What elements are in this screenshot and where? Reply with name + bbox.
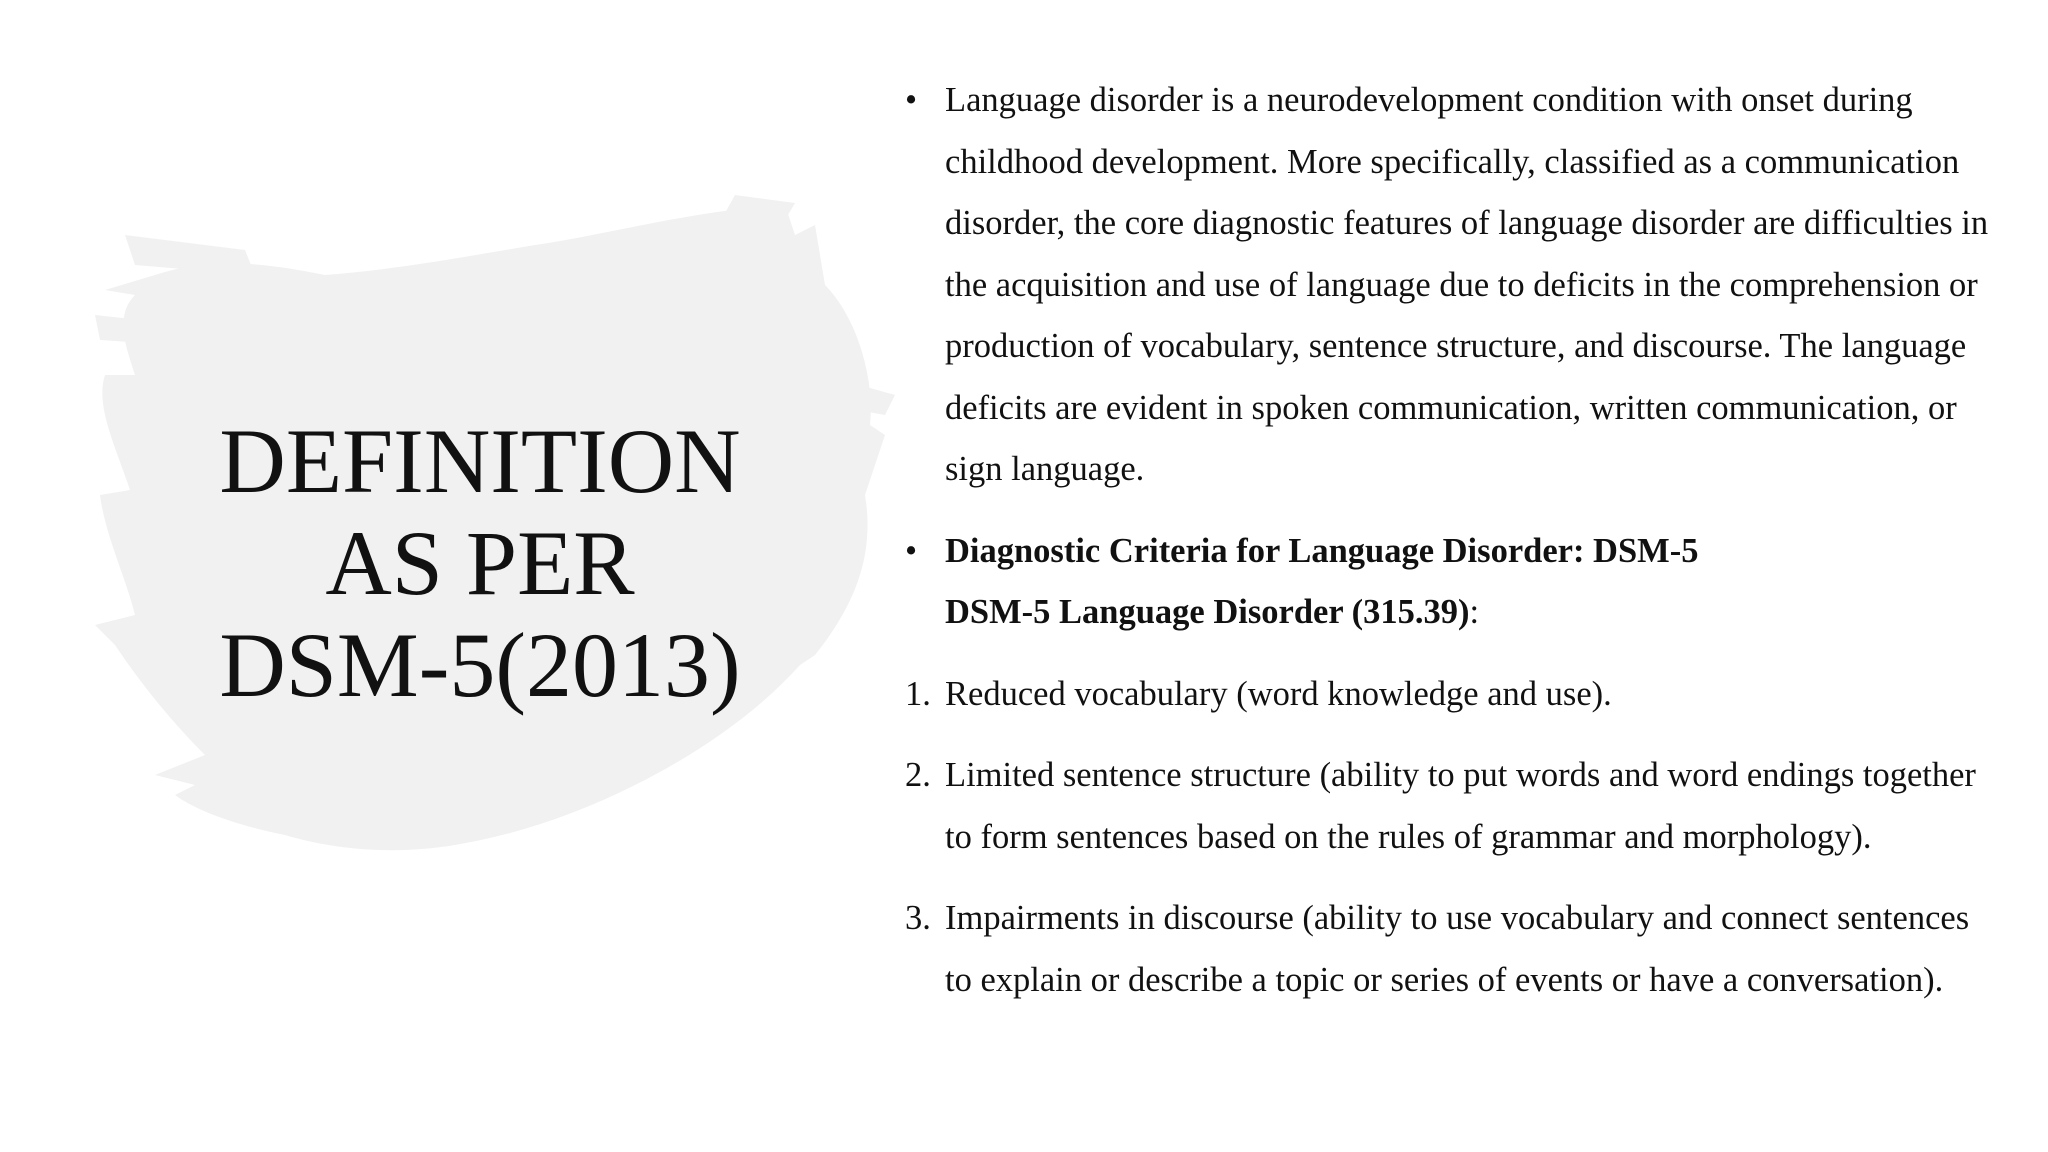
- title-line-2: AS PER: [325, 512, 635, 614]
- criterion-item: [905, 664, 1995, 726]
- bullet-marker: •: [905, 81, 918, 119]
- criterion-text: Impairments in discourse (ability to use vocabulary and connect sentences to explain or describe a topic or series of events or have a conversation).: [945, 899, 1970, 999]
- title-line-1: DEFINITION: [219, 410, 741, 512]
- content-list: [905, 70, 1995, 1031]
- criteria-subheading-suffix: :: [1469, 593, 1480, 631]
- criterion-text: Limited sentence structure (ability to put words and word endings together to form sentences based on the rules of grammar and morphology).: [945, 756, 1976, 856]
- criterion-number: 1.: [905, 674, 931, 713]
- criterion-number: 2.: [905, 756, 931, 794]
- criterion-text: Reduced vocabulary (word knowledge and use).: [945, 674, 1612, 713]
- criteria-subheading: DSM-5 Language Disorder (315.39): [945, 593, 1470, 631]
- bullet-definition: [905, 70, 1995, 501]
- bullet-diagnostic-criteria: [905, 521, 1995, 644]
- title-line-3: DSM-5(2013): [219, 614, 741, 716]
- criterion-number: 3.: [905, 899, 931, 937]
- criterion-item: [905, 888, 1995, 1011]
- criteria-heading: Diagnostic Criteria for Language Disorder: DSM-5: [945, 531, 1699, 570]
- definition-text: Language disorder is a neurodevelopment condition with onset during childhood development. More specifically, classified as a communication disorder, the core diagnostic features of language disorder are difficulties in the acquisition and use of language due to deficits in the comprehension or production of vocabulary, sentence structure, and discourse. The language deficits are evident in spoken communication, written communication, or sign language.: [945, 81, 1989, 488]
- criterion-item: [905, 745, 1995, 868]
- slide-title: [160, 410, 800, 716]
- bullet-marker: •: [905, 531, 918, 570]
